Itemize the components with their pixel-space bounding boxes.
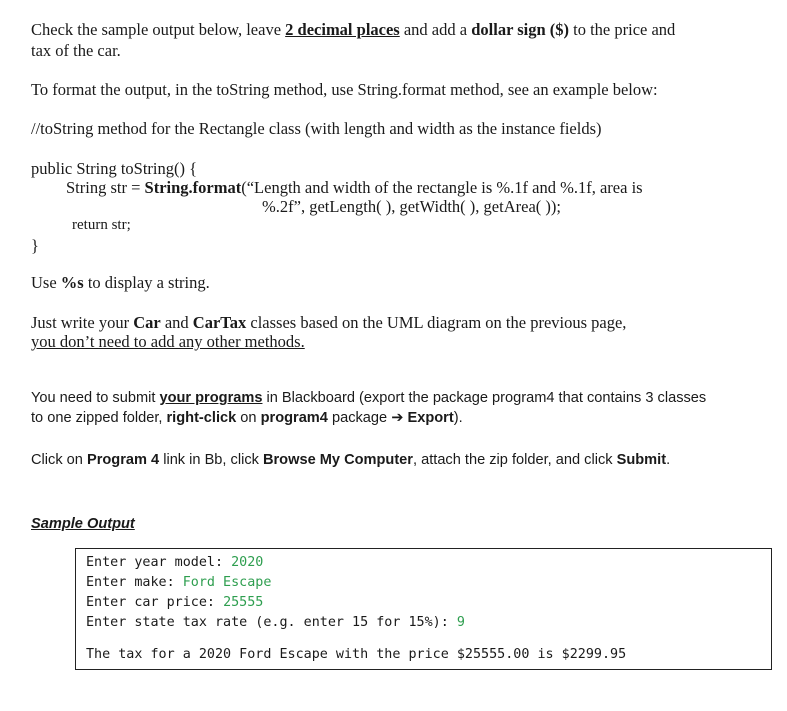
code-line-5: }: [31, 236, 39, 255]
click-instruction: Click on Program 4 link in Bb, click Browse My Computer, attach the zip folder, and click Submit.: [31, 452, 671, 468]
console-line-year: Enter year model: 2020: [86, 555, 264, 570]
classes-instruction-line-1: Just write your Car and CarTax classes based on the UML diagram on the previous page,: [31, 313, 627, 332]
decimal-places-emphasis: 2 decimal places: [285, 20, 400, 39]
submit-instruction-line-1: You need to submit your programs in Blackboard (export the package program4 that contains 3 classes: [31, 390, 707, 406]
console-line-result: The tax for a 2020 Ford Escape with the price $25555.00 is $2299.95: [86, 647, 627, 662]
instruction-line-2: tax of the car.: [31, 41, 121, 60]
code-comment: //toString method for the Rectangle class (with length and width as the instance fields): [31, 119, 602, 138]
console-line-tax-rate: Enter state tax rate (e.g. enter 15 for 15%): 9: [86, 615, 465, 630]
classes-instruction-line-2: you don’t need to add any other methods.: [31, 332, 305, 351]
code-line-3: %.2f”, getLength( ), getWidth( ), getArea( ));: [262, 197, 561, 216]
console-output-box: [75, 548, 772, 670]
instruction-line-1: Check the sample output below, leave 2 decimal places and add a dollar sign ($) to the price and: [31, 20, 676, 39]
code-line-4: return str;: [72, 217, 131, 233]
sample-output-heading: Sample Output: [31, 516, 135, 532]
code-line-2: String str = String.format(“Length and width of the rectangle is %.1f and %.1f, area is: [66, 178, 643, 197]
use-s-instruction: Use %s to display a string.: [31, 273, 210, 292]
console-line-make: Enter make: Ford Escape: [86, 575, 272, 590]
format-instruction: To format the output, in the toString method, use String.format method, see an example below:: [31, 80, 658, 99]
console-line-price: Enter car price: 25555: [86, 595, 264, 610]
export-arrow-icon: ➔ Export: [391, 410, 454, 426]
code-line-1: public String toString() {: [31, 159, 198, 178]
submit-instruction-line-2: to one zipped folder, right-click on program4 package ➔ Export).: [31, 410, 463, 426]
dollar-sign-emphasis: dollar sign ($): [471, 20, 570, 39]
